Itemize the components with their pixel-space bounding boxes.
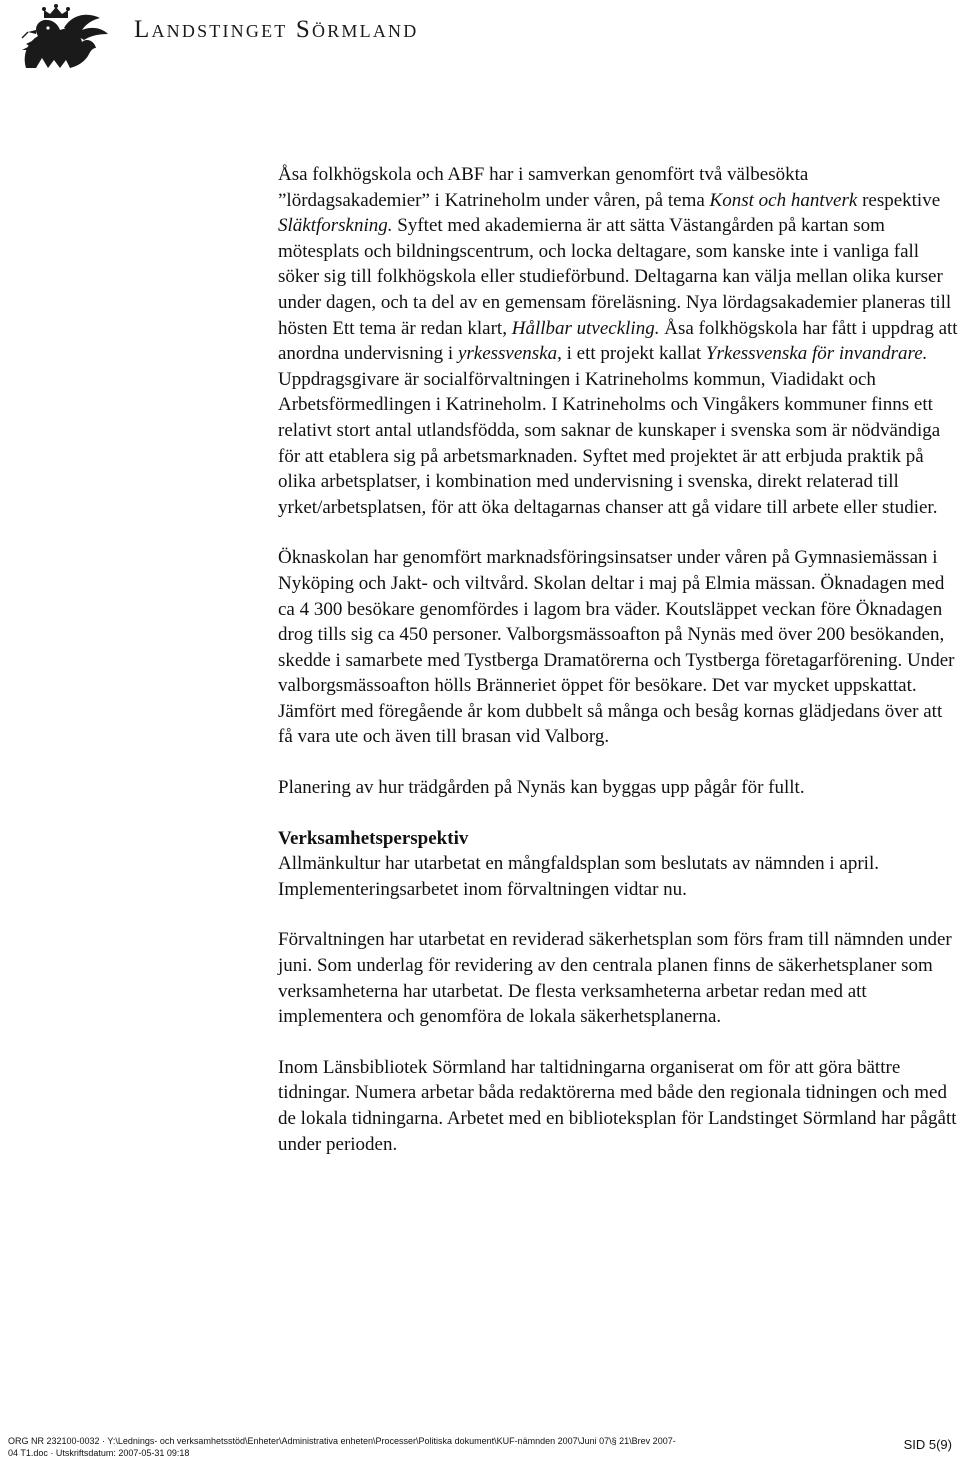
paragraph-text: Syftet med akademierna är att sätta Västangården på kartan som mötesplats och bildningscentrum, och locka deltagare, som kanske inte i vanliga fall söker sig till folkhögskola eller studieförbund. Deltagarna kan välja mellan olika kurser under dagen, och ta del av en gemensam föreläsning. Nya lördagsakademier planeras till hösten Ett tema är redan klart, (278, 215, 952, 339)
emphasis-text: Konst och hantverk (709, 189, 858, 211)
organization-name: Landstinget Sörmland (134, 16, 419, 43)
paragraph-tradgarden: Planering av hur trädgården på Nynäs kan byggas upp pågår för fullt. (278, 777, 805, 799)
section-heading: Verksamhetsperspektiv (278, 827, 469, 849)
emphasis-text: Yrkessvenska för invandrare. (705, 343, 928, 365)
coat-of-arms-logo (8, 4, 120, 74)
footer-file-info (8, 1435, 728, 1459)
footer-line-1: ORG NR 232100-0032 · Y:\Lednings- och verksamhetsstöd\Enheter\Administrativa enheten\Processer\Politiska dokument\KUF-nämnden 2007\Juni 07\§ 21\Brev 2007- (8, 1436, 676, 1446)
paragraph-mangfaldsplan: Allmänkultur har utarbetat en mångfaldsplan som beslutats av nämnden i april. Implementeringsarbetet inom förvaltningen vidtar nu. (278, 853, 879, 900)
footer-line-2: 04 T1.doc · Utskriftsdatum: 2007-05-31 09:18 (8, 1448, 190, 1458)
paragraph-asa-folkhogskola (278, 162, 958, 520)
paragraph-sakerhetsplan: Förvaltningen har utarbetat en reviderad säkerhetsplan som förs fram till nämnden under juni. Som underlag för revidering av den centrala planen finns de säkerhetsplaner som verksamheterna har utarbetat. De flesta verksamheterna arbetar redan med att implementera och genomföra de lokala säkerhetsplanerna. (278, 929, 952, 1028)
emphasis-text: Hållbar utveckling. (511, 317, 660, 339)
paragraph-lansbibliotek: Inom Länsbibliotek Sörmland har taltidningarna organiserat om för att göra bättre tidningar. Numera arbetar båda redaktörerna med både den regionala tidningen och med de lokala tidningarna. Arbetet med en biblioteksplan för Landstinget Sörmland har pågått under perioden. (278, 1056, 957, 1155)
paragraph-oknaskolan: Öknaskolan har genomfört marknadsföringsinsatser under våren på Gymnasiemässan i Nyköping och Jakt- och viltvård. Skolan deltar i maj på Elmia mässan. Öknadagen med ca 4 300 besökare genomfördes i lagom bra väder. Koutsläppet veckan före Öknadagen drog tills sig ca 450 personer. Valborgsmässoafton på Nynäs med över 200 besökanden, skedde i samarbete med Tystberga Dramatörerna och Tystberga företagarförening. Under valborgsmässoafton hölls Bränneriet öppet för besökare. Det var mycket uppskattat. Jämfört med föregående år kom dubbelt så många och besåg kornas glädjedans över att få vara ute och även till brasan vid Valborg. (278, 547, 955, 748)
paragraph-text: respektive (857, 189, 941, 211)
paragraph-text: , i ett projekt kallat (557, 343, 706, 365)
emphasis-text: Släktforskning. (278, 215, 393, 237)
document-body (278, 162, 958, 1182)
emphasis-text: yrkessvenska (457, 343, 558, 365)
page-number: SID 5(9) (903, 1437, 952, 1452)
paragraph-text: Uppdragsgivare är socialförvaltningen i Katrineholms kommun, Viadidakt och Arbetsförmedlingen i Katrineholm. I Katrineholms och Vingåkers kommuner finns ett relativt stort antal utlandsfödda, som saknar de kunskaper i svenska som är nödvändiga för att etablera sig på arbetsmarknaden. Syftet med projektet är att erbjuda praktik på olika arbetsplatser, i kombination med undervisning i svenska, direkt relaterad till yrket/arbetsplatsen, för att öka deltagarnas chanser att gå vidare till arbete eller studier. (278, 368, 941, 518)
paragraph-text: Åsa folkhögskola och ABF har i samverkan genomfört två välbesökta ”lördagsakademier” i Katrineholm under våren, på tema (278, 164, 809, 211)
paragraph-text: Åsa folkhögskola har fått i uppdrag att anordna undervisning i (278, 317, 958, 365)
